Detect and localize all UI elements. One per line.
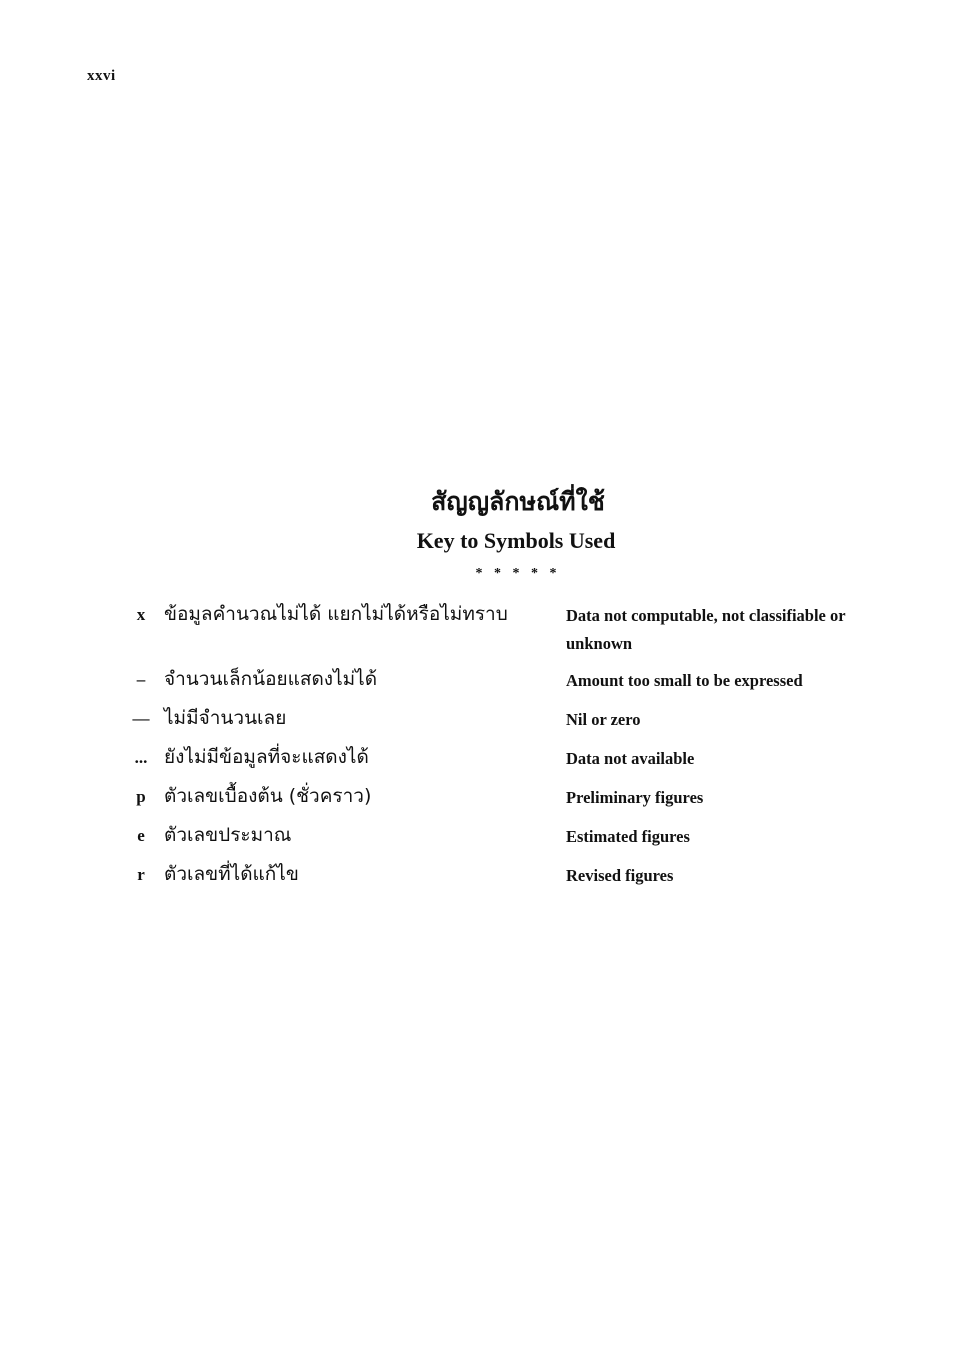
symbol-english-description: Nil or zero xyxy=(566,710,641,729)
symbol-thai-description: ยังไม่มีข้อมูลที่จะแสดงได้ xyxy=(164,746,369,768)
symbol-thai-description: จำนวนเล็กน้อยแสดงไม่ได้ xyxy=(164,668,378,690)
symbol-mark: p xyxy=(136,787,146,806)
symbol-english-description: Revised figures xyxy=(566,866,674,885)
symbol-mark: e xyxy=(137,826,145,845)
symbol-thai-description: ข้อมูลคำนวณไม่ได้ แยกไม่ได้หรือไม่ทราบ xyxy=(164,603,508,625)
symbol-english-description: Data not available xyxy=(566,749,695,768)
symbol-thai-description: ตัวเลขที่ได้แก้ไข xyxy=(164,863,299,885)
symbol-english-description: Data not computable, not classifiable or unknown xyxy=(566,606,846,653)
symbol-mark: – xyxy=(136,670,146,689)
symbol-thai-description: ไม่มีจำนวนเลย xyxy=(164,707,287,729)
page-title-english: Key to Symbols Used xyxy=(416,528,616,553)
title-separator: * * * * * xyxy=(475,566,557,581)
page-number: xxvi xyxy=(87,68,116,84)
symbol-mark: ... xyxy=(134,748,148,767)
page-title-thai: สัญญลักษณ์ที่ใช้ xyxy=(431,487,605,516)
symbol-english-description: Amount too small to be expressed xyxy=(566,671,803,690)
symbol-english-description: Preliminary figures xyxy=(566,788,704,807)
symbol-thai-description: ตัวเลขเบื้องต้น (ชั่วคราว) xyxy=(164,785,372,807)
symbol-mark: r xyxy=(137,865,145,884)
symbol-english-description: Estimated figures xyxy=(566,827,690,846)
symbol-thai-description: ตัวเลขประมาณ xyxy=(164,824,292,846)
symbol-mark: x xyxy=(136,605,146,624)
symbol-mark: — xyxy=(132,709,150,728)
